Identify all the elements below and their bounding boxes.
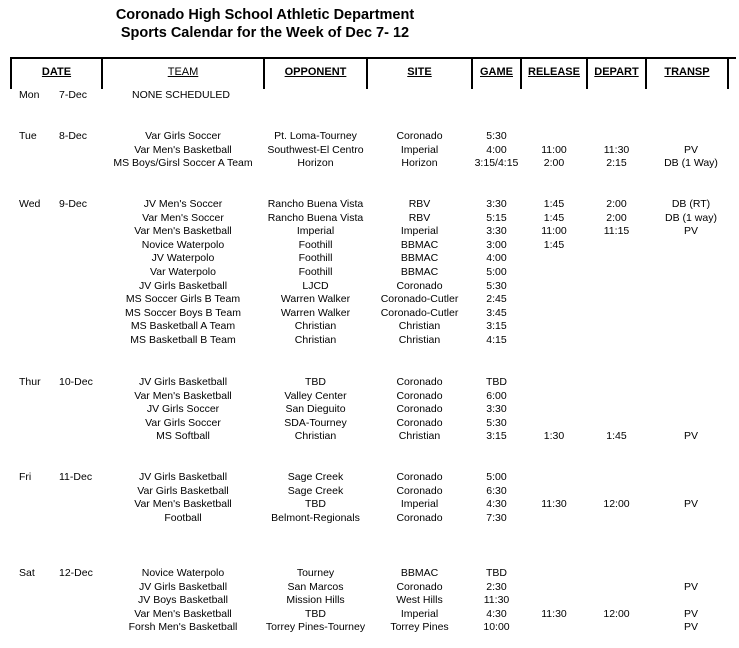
team-cell: JV Girls Basketball <box>138 580 228 593</box>
game-time-cell: 4:00 <box>486 143 507 156</box>
team-cell: MS Basketball B Team <box>130 334 236 346</box>
release-time-cell: 1:45 <box>543 238 565 251</box>
opponent-cell: LJCD <box>302 279 329 292</box>
game-time-cell: 3:15 <box>486 320 507 333</box>
team-cell: Var Men's Basketball <box>134 225 232 238</box>
opponent-cell: Imperial <box>296 225 335 238</box>
game-time-cell: 4:30 <box>486 498 507 511</box>
game-time-cell: 3:15 <box>486 430 507 443</box>
site-cell: RBV <box>408 211 431 224</box>
release-time-cell: 11:30 <box>541 498 567 511</box>
team-cell: JV Girls Basketball <box>138 471 228 483</box>
team-cell: Var Waterpolo <box>150 266 216 278</box>
opponent-cell: Christian <box>294 320 337 333</box>
transport-cell: DB (1 Way) <box>664 157 718 170</box>
team-cell: JV Boys Basketball <box>138 594 228 607</box>
team-cell: JV Girls Basketball <box>138 376 228 388</box>
site-cell: Christian <box>398 430 441 443</box>
game-time-cell: 3:00 <box>486 238 507 251</box>
game-time-cell: TBD <box>486 376 507 388</box>
game-time-cell: 6:00 <box>486 389 507 402</box>
game-time-cell: 3:45 <box>486 306 507 319</box>
opponent-cell: SDA-Tourney <box>284 416 347 429</box>
transport-cell: PV <box>683 607 698 620</box>
team-cell: MS Soccer Boys B Team <box>125 306 241 319</box>
opponent-cell: Torrey Pines-Tourney <box>265 621 366 634</box>
day-date: 8-Dec <box>59 130 88 142</box>
site-cell: West Hills <box>396 594 443 607</box>
game-time-cell: TBD <box>486 567 507 579</box>
opponent-cell: TBD <box>305 607 326 620</box>
release-time-cell: 1:30 <box>543 430 565 443</box>
header-date: DATE <box>41 66 72 78</box>
game-time-cell: 10:00 <box>483 621 510 634</box>
game-time-cell: 2:30 <box>486 580 507 593</box>
transport-cell: PV <box>683 498 698 511</box>
team-cell: MS Boys/Girsl Soccer A Team <box>113 157 253 170</box>
game-time-cell: 5:15 <box>486 211 507 224</box>
game-time-cell: 3:30 <box>486 403 507 416</box>
site-cell: Christian <box>398 334 441 346</box>
game-time-cell: 3:15/4:15 <box>474 157 519 170</box>
team-cell: Var Men's Basketball <box>134 498 232 511</box>
opponent-cell: Valley Center <box>284 389 347 402</box>
site-cell: Horizon <box>401 157 438 170</box>
day-date: 10-Dec <box>59 376 93 388</box>
game-time-cell: 5:00 <box>486 266 507 278</box>
team-cell: MS Soccer Girls B Team <box>125 293 241 306</box>
depart-time-cell: 1:45 <box>606 430 627 443</box>
day-date: 12-Dec <box>59 567 93 579</box>
header-opponent: OPPONENT <box>284 66 347 78</box>
game-time-cell: 5:30 <box>486 279 507 292</box>
depart-time-cell: 11:15 <box>603 225 630 238</box>
opponent-cell: San Marcos <box>287 580 344 593</box>
game-time-cell: 11:30 <box>483 594 510 607</box>
site-cell: Coronado-Cutler <box>380 293 459 306</box>
opponent-cell: Pt. Loma-Tourney <box>274 130 357 142</box>
game-time-cell: 5:30 <box>486 130 507 142</box>
opponent-cell: Sage Creek <box>287 471 344 483</box>
day-name: Thur <box>19 376 41 388</box>
game-time-cell: 5:00 <box>486 471 507 483</box>
site-cell: Coronado <box>396 279 443 292</box>
site-cell: Imperial <box>400 225 439 238</box>
game-time-cell: 2:45 <box>486 293 507 306</box>
game-time-cell: 4:15 <box>486 334 507 346</box>
team-cell: Novice Waterpolo <box>141 567 225 579</box>
release-time-cell: 1:45 <box>543 211 565 224</box>
team-cell: JV Girls Soccer <box>146 403 220 416</box>
game-time-cell: 4:30 <box>486 607 507 620</box>
opponent-cell: Christian <box>294 334 337 346</box>
release-time-cell: 1:45 <box>543 198 565 210</box>
opponent-cell: Southwest-El Centro <box>267 143 364 156</box>
opponent-cell: Warren Walker <box>280 293 351 306</box>
game-time-cell: 3:30 <box>486 198 507 210</box>
opponent-cell: Foothill <box>298 266 333 278</box>
opponent-cell: TBD <box>305 376 326 388</box>
day-date: 11-Dec <box>59 471 93 483</box>
team-cell: Var Men's Basketball <box>134 607 232 620</box>
title-line-1: Coronado High School Athletic Department <box>115 7 415 23</box>
team-cell: Football <box>164 511 202 524</box>
opponent-cell: Christian <box>294 430 337 443</box>
header-site: SITE <box>407 66 432 78</box>
site-cell: Imperial <box>400 498 439 511</box>
site-cell: Coronado <box>396 484 443 497</box>
header-top-border <box>10 57 736 59</box>
depart-time-cell: 12:00 <box>603 498 630 511</box>
site-cell: Imperial <box>400 143 439 156</box>
release-time-cell: 11:00 <box>541 225 567 238</box>
header-team: TEAM <box>167 66 199 78</box>
depart-time-cell: 12:00 <box>603 607 630 620</box>
site-cell: Christian <box>398 320 441 333</box>
game-time-cell: 5:30 <box>486 416 507 429</box>
day-date: 9-Dec <box>59 198 88 210</box>
day-name: Fri <box>19 471 32 483</box>
team-cell: Var Girls Basketball <box>137 484 229 497</box>
opponent-cell: Sage Creek <box>287 484 344 497</box>
site-cell: BBMAC <box>400 266 439 278</box>
release-time-cell: 2:00 <box>543 157 565 170</box>
opponent-cell: Rancho Buena Vista <box>267 198 364 210</box>
team-cell: Forsh Men's Basketball <box>128 621 238 634</box>
transport-cell: PV <box>683 580 698 593</box>
site-cell: Imperial <box>400 607 439 620</box>
game-time-cell: 6:30 <box>486 484 507 497</box>
game-time-cell: 4:00 <box>486 252 507 265</box>
header-divider <box>727 57 729 89</box>
opponent-cell: Foothill <box>298 252 333 265</box>
game-time-cell: 7:30 <box>486 511 507 524</box>
site-cell: Coronado <box>396 130 443 142</box>
header-release: RELEASE <box>528 66 580 78</box>
team-cell: Novice Waterpolo <box>141 238 225 251</box>
release-time-cell: 11:00 <box>541 143 567 156</box>
team-cell: Var Girls Soccer <box>145 130 221 142</box>
team-cell: JV Men's Soccer <box>143 198 223 210</box>
team-cell: JV Waterpolo <box>151 252 215 265</box>
release-time-cell: 11:30 <box>541 607 567 620</box>
header-depart: DEPART <box>594 66 639 78</box>
team-cell: Var Men's Soccer <box>142 211 224 224</box>
transport-cell: DB (1 way) <box>665 211 717 224</box>
opponent-cell: Tourney <box>296 567 335 579</box>
transport-cell: PV <box>683 621 698 634</box>
depart-time-cell: 2:00 <box>606 211 627 224</box>
day-name: Sat <box>19 567 35 579</box>
opponent-cell: Belmont-Regionals <box>271 511 360 524</box>
site-cell: Coronado <box>396 471 443 483</box>
team-cell: NONE SCHEDULED <box>132 89 231 101</box>
day-name: Wed <box>19 198 41 210</box>
team-cell: JV Girls Basketball <box>138 279 228 292</box>
site-cell: Coronado-Cutler <box>380 306 459 319</box>
day-name: Mon <box>19 89 40 101</box>
depart-time-cell: 2:00 <box>606 198 627 210</box>
site-cell: Coronado <box>396 389 443 402</box>
opponent-cell: Warren Walker <box>280 306 351 319</box>
opponent-cell: Foothill <box>298 238 333 251</box>
opponent-cell: San Dieguito <box>285 403 346 416</box>
opponent-cell: Horizon <box>297 157 334 170</box>
opponent-cell: Rancho Buena Vista <box>267 211 364 224</box>
site-cell: Coronado <box>396 511 443 524</box>
site-cell: Coronado <box>396 580 443 593</box>
team-cell: MS Basketball A Team <box>130 320 236 333</box>
day-name: Tue <box>19 130 37 142</box>
header-game: GAME <box>480 66 513 78</box>
site-cell: Coronado <box>396 403 443 416</box>
team-cell: Var Men's Basketball <box>134 143 232 156</box>
transport-cell: PV <box>683 225 698 238</box>
header-transp: TRANSP <box>664 66 710 78</box>
team-cell: Var Men's Basketball <box>134 389 232 402</box>
site-cell: BBMAC <box>400 567 439 579</box>
depart-time-cell: 2:15 <box>606 157 627 170</box>
opponent-cell: Mission Hills <box>286 594 345 607</box>
transport-cell: PV <box>683 143 698 156</box>
transport-cell: DB (RT) <box>671 198 711 210</box>
site-cell: Coronado <box>396 416 443 429</box>
site-cell: RBV <box>408 198 431 210</box>
team-cell: Var Girls Soccer <box>145 416 221 429</box>
site-cell: Torrey Pines <box>390 621 449 634</box>
game-time-cell: 3:30 <box>486 225 507 238</box>
site-cell: BBMAC <box>400 238 439 251</box>
transport-cell: PV <box>683 430 698 443</box>
site-cell: Coronado <box>396 376 443 388</box>
title-line-2: Sports Calendar for the Week of Dec 7- 12 <box>120 25 410 41</box>
team-cell: MS Softball <box>156 430 210 443</box>
day-date: 7-Dec <box>59 89 88 101</box>
opponent-cell: TBD <box>305 498 326 511</box>
site-cell: BBMAC <box>400 252 439 265</box>
depart-time-cell: 11:30 <box>603 143 630 156</box>
